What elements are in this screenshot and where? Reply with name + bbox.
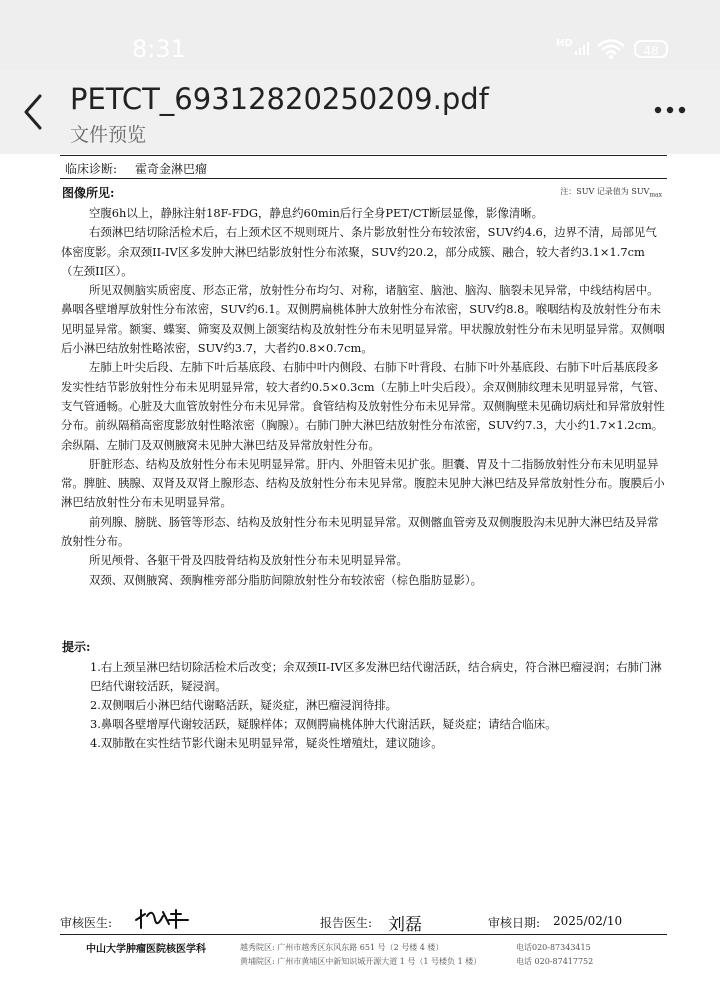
app-header: [0, 70, 720, 154]
divider: [60, 155, 667, 156]
findings-body: [61, 204, 667, 590]
pdf-page: [0, 154, 720, 996]
reporter-name: 刘磊: [388, 915, 422, 935]
reviewer-label: 审核医生:: [60, 916, 113, 930]
more-options-icon[interactable]: [650, 100, 690, 120]
suv-note: [560, 186, 662, 199]
wifi-icon: [596, 38, 626, 60]
findings-paragraph: 前列腺、膀胱、肠管等形态、结构及放射性分布未见明显异常。双侧髂血管旁及双侧腹股沟未见肿大淋巴结及异常放射性分布。: [61, 514, 659, 549]
diagnosis-label: 临床诊断:: [65, 162, 118, 176]
findings-paragraph: 右颈淋巴结切除活检术后，右上颈术区不规则斑片、条片影放射性分布较浓密，SUV约4.6，边界不清，局部见气体密度影。余双颈II-IV区多发肿大淋巴结影放射性分布浓聚，SUV约20.2，部分成簇、融合，较大者约3.1×1.7cm（左颈II区）。: [61, 225, 657, 278]
suv-note-text: 注：SUV 记录值为 SUV: [560, 187, 650, 196]
findings-paragraph: 空腹6h以上，静脉注射18F-FDG，静息约60min后行全身PET/CT断层显像，影像清晰。: [89, 206, 544, 220]
suv-note-sub: max: [649, 191, 662, 199]
hint-item: 4.双肺散在实性结节影代谢未见明显异常，疑炎性增殖灶，建议随诊。: [90, 736, 443, 750]
hints-label: 提示:: [62, 640, 91, 654]
institution-name: 中山大学肿瘤医院核医学科: [86, 944, 206, 955]
file-preview-subtitle: 文件预览: [70, 124, 147, 146]
status-time: 8:31: [132, 35, 186, 63]
back-arrow-icon[interactable]: [20, 92, 50, 132]
hint-item: 3.鼻咽各壁增厚代谢较活跃，疑腺样体；双侧腭扁桃体肿大代谢活跃，疑炎症；请结合临床。: [90, 717, 557, 731]
address-line: 越秀院区: 广州市越秀区东风东路 651 号（2 号楼 4 楼）: [240, 943, 444, 952]
address-line: 黄埔院区: 广州市黄埔区中新知识城开源大道 1 号（1 号楼负 1 楼）: [240, 957, 482, 966]
review-date-label: 审核日期:: [488, 916, 541, 930]
findings-paragraph: 双颈、双侧腋窝、颈胸椎旁部分脂肪间隙放射性分布较浓密（棕色脂肪显影）。: [89, 572, 482, 587]
status-bar: [0, 0, 720, 70]
findings-paragraph: 左肺上叶尖后段、左肺下叶后基底段、右肺中叶内侧段、右肺下叶背段、右肺下叶外基底段、右肺下叶后基底段多发实性结节影放射性分布未见明显异常，较大者约0.5×0.3cm（左肺上叶尖后段）。余双侧肺纹理未见明显异常，气管、支气管通畅。心脏及大血管放射性分布未见异常。食管结构及放射性分布未见异常。双侧胸壁未见确切病灶和异常放射性分布。前纵隔稍高密度影放射性略浓密（胸腺）。右肺门肿大淋巴结放射性分布浓密，SUV约7.3，大小约1.7×1.2cm。余纵隔、左肺门及双侧腋窝未见肿大淋巴结及异常放射性分布。: [61, 360, 666, 452]
review-date: 2025/02/10: [553, 914, 623, 928]
hint-item: 1.右上颈呈淋巴结切除活检术后改变；余双颈II-IV区多发淋巴结代谢活跃，结合病史，符合淋巴瘤浸润；右肺门淋巴结代谢较活跃，疑浸润。: [90, 660, 662, 693]
divider: [60, 934, 667, 935]
signal-icon: [574, 40, 590, 56]
battery-icon: 48: [634, 40, 668, 58]
network-type-label: HD: [556, 38, 573, 49]
findings-label: 图像所见:: [62, 186, 115, 200]
diagnosis-value: 霍奇金淋巴瘤: [135, 162, 208, 176]
hint-item: 2.双侧咽后小淋巴结代谢略活跃，疑炎症，淋巴瘤浸润待排。: [90, 698, 398, 712]
findings-paragraph: 肝脏形态、结构及放射性分布未见明显异常。肝内、外胆管未见扩张。胆囊、胃及十二指肠放射性分布未见明显异常。脾脏、胰腺、双肾及双肾上腺形态、结构及放射性分布未见异常。腹腔未见肿大淋巴结及异常放射性分布。腹膜后小淋巴结放射性分布未见明显异常。: [61, 456, 665, 510]
divider: [60, 178, 667, 179]
phone-line: 电话 020-87417752: [516, 957, 594, 966]
reporter-label: 报告医生:: [320, 916, 373, 930]
phone-line: 电话020-87343415: [516, 943, 591, 952]
reviewer-signature: [133, 906, 193, 930]
findings-paragraph: 所见颅骨、各躯干骨及四肢骨结构及放射性分布未见明显异常。: [89, 553, 408, 568]
findings-paragraph: 所见双侧脑实质密度、形态正常，放射性分布均匀、对称，诸脑室、脑池、脑沟、脑裂未见异常，中线结构居中。鼻咽各壁增厚放射性分布浓密，SUV约6.1。双侧腭扁桃体肿大放射性分布浓密，SUV约8.8。喉咽结构及放射性分布未见明显异常。额窦、蝶窦、筛窦及双侧上颌窦结构及放射性分布未见明显异常。甲状腺放射性分布未见明显异常。双侧咽后小淋巴结放射性略浓密，SUV约3.7，大者约0.8×0.7cm。: [61, 283, 665, 356]
file-title: PETCT_69312820250209.pdf: [70, 82, 489, 116]
hints-body: [90, 658, 670, 753]
